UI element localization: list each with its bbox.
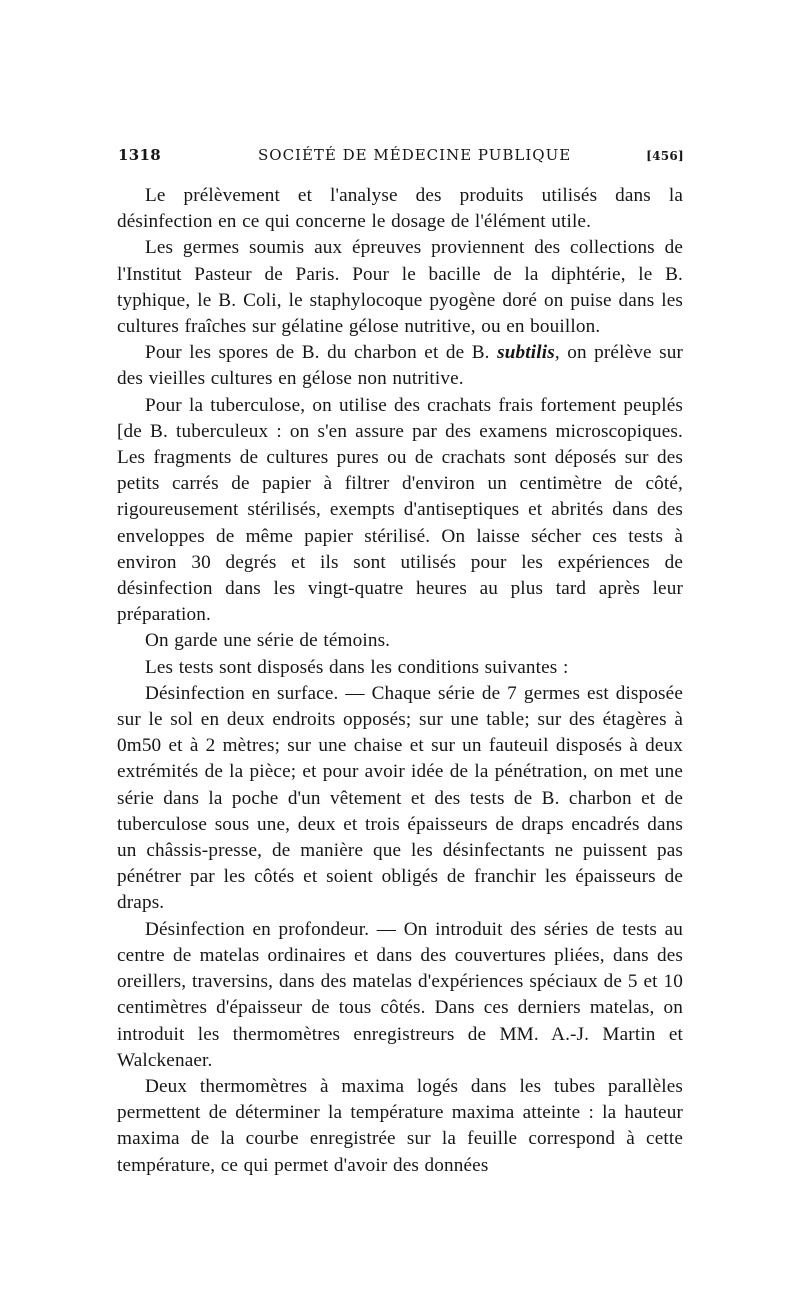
- paragraph: Désinfection en surface. — Chaque série de 7 germes est disposée sur le sol en deux endroits opposés; sur une table; sur des étagères à 0m50 et à 2 mètres; sur une chaise et sur un fauteuil disposés à deux extrémités de la pièce; et pour avoir idée de la pénétration, on met une série dans la poche d'un vêtement et des tests de B. charbon et de tuberculose sous une, deux et trois épaisseurs de draps encadrés dans un châssis-presse, de manière que les désinfectants ne puissent pas pénétrer par les côtés et soient obligés de franchir les épaisseurs de draps.: [117, 682, 683, 914]
- paragraph-text: , on prélève sur des vieilles cultures en gélose non nutritive.: [117, 342, 684, 390]
- page-number: 1318: [118, 146, 161, 164]
- paragraph: [117, 340, 683, 392]
- paragraph: Désinfection en profondeur. — On introduit des séries de tests au centre de matelas ordinaires et dans des couvertures pliées, dans des oreillers, traversins, dans des matelas d'expériences spéciaux de 5 et 10 centimètres d'épaisseur de tous côtés. Dans ces derniers matelas, on introduit les thermomètres enregistreurs de MM. A.-J. Martin et Walckenaer.: [117, 918, 683, 1071]
- italic-species-name: subtilis: [497, 342, 555, 364]
- running-title: SOCIÉTÉ DE MÉDECINE PUBLIQUE: [258, 146, 572, 164]
- paragraph: Les germes soumis aux épreuves proviennent des collections de l'Institut Pasteur de Paris. Pour le bacille de la diphtérie, le B. typhique, le B. Coli, le staphylocoque pyogène doré on puise dans les cultures fraîches sur gélatine gélose nutritive, ou en bouillon.: [117, 237, 683, 338]
- paragraph: Pour la tuberculose, on utilise des crachats frais fortement peuplés [de B. tuberculeux : on s'en assure par des examens microscopiques. Les fragments de cultures pures ou de crachats sont déposés sur des petits carrés de papier à filtrer d'environ un centimètre de côté, rigoureusement stérilisés, exempts d'antiseptiques et abrités dans des enveloppes de même papier stérilisé. On laisse sécher ces tests à environ 30 degrés et ils sont utilisés pour les expériences de désinfection dans les vingt-quatre heures au plus tard après leur préparation.: [117, 394, 683, 626]
- paragraph-text: Pour les spores de B. du charbon et de B.: [145, 342, 498, 364]
- bracketed-page-number: [456]: [646, 149, 684, 163]
- paragraph: Les tests sont disposés dans les conditions suivantes :: [145, 656, 569, 678]
- paragraph: Deux thermomètres à maxima logés dans les tubes parallèles permettent de déterminer la température maxima atteinte : la hauteur maxima de la courbe enregistrée sur la feuille correspond à cette température, ce qui permet d'avoir des données: [117, 1075, 683, 1176]
- paragraph: Le prélèvement et l'analyse des produits utilisés dans la désinfection en ce qui concerne le dosage de l'élément utile.: [117, 185, 683, 233]
- page-header: [118, 146, 684, 172]
- body-text: [117, 183, 683, 1179]
- paragraph: On garde une série de témoins.: [145, 630, 391, 652]
